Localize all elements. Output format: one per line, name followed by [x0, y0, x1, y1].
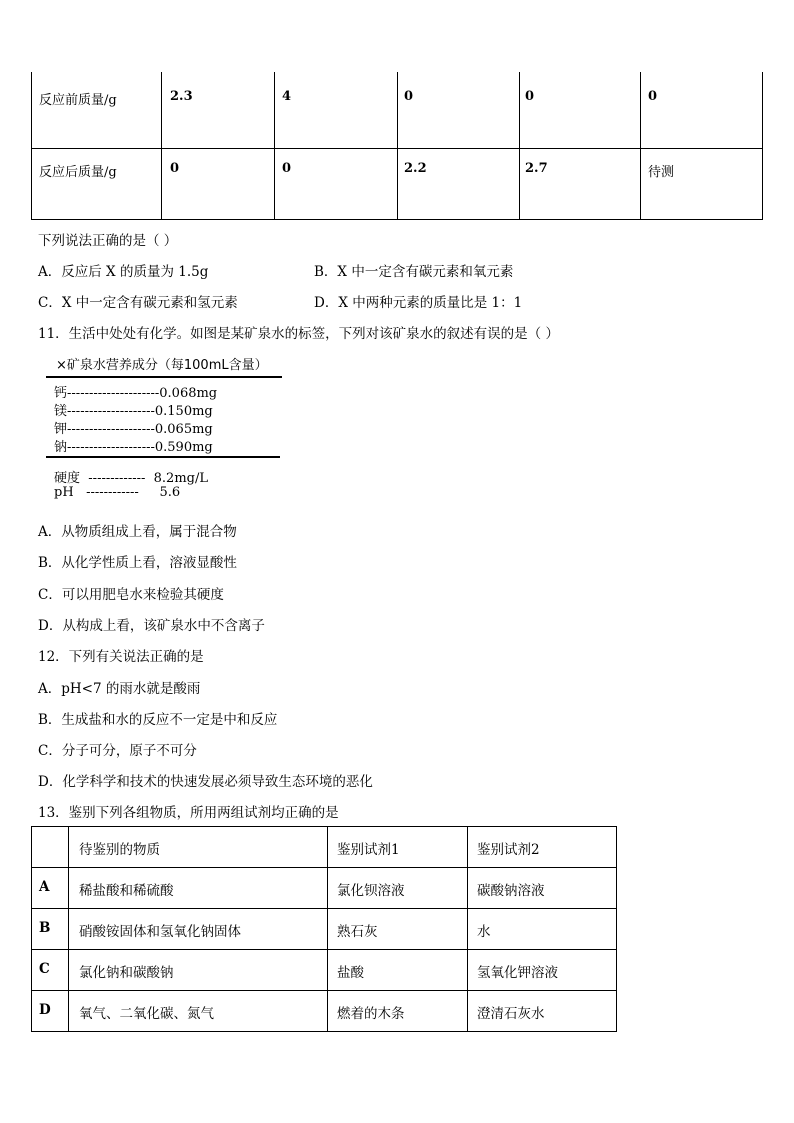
extra-row: 硬度 ------------- 8.2mg/L [54, 471, 208, 486]
table-cell: 0 [404, 89, 414, 104]
question-prompt: 12．下列有关说法正确的是 [38, 649, 204, 665]
table-header: 待鉴别的物质 [79, 842, 160, 858]
table-border [31, 826, 617, 827]
table-border [762, 72, 763, 220]
mineral-row: 镁--------------------0.150mg [54, 404, 213, 419]
table-cell: 水 [477, 924, 491, 940]
mineral-water-label [46, 352, 286, 512]
table-border [31, 867, 617, 868]
table-cell: 0 [282, 161, 292, 176]
table-cell: 硝酸铵固体和氢氧化钠固体 [79, 924, 241, 940]
table-border [31, 219, 763, 220]
table-border [31, 949, 617, 950]
row-letter: B [39, 920, 51, 936]
question-prompt: 13．鉴别下列各组物质，所用两组试剂均正确的是 [38, 805, 339, 821]
table-border [31, 1031, 617, 1032]
table-cell: 燃着的木条 [337, 1006, 405, 1022]
extra-row: pH ------------ 5.6 [54, 485, 181, 500]
table-border [327, 826, 328, 1032]
table-border [467, 826, 468, 1032]
option-c: C．分子可分，原子不可分 [38, 743, 197, 759]
table-border [68, 826, 69, 1032]
table-border [519, 72, 520, 220]
label-divider [46, 456, 280, 458]
table-cell: 碳酸钠溶液 [477, 883, 545, 899]
reaction-mass-table [31, 72, 763, 220]
option-d: D．X 中两种元素的质量比是 1：1 [314, 295, 523, 311]
question-prompt: 11．生活中处处有化学。如图是某矿泉水的标签，下列对该矿泉水的叙述有误的是（ ） [38, 326, 559, 342]
table-border [31, 908, 617, 909]
option-a: A．从物质组成上看，属于混合物 [38, 524, 237, 540]
table-cell: 0 [525, 89, 535, 104]
row-letter: D [39, 1002, 51, 1018]
option-b: B．生成盐和水的反应不一定是中和反应 [38, 712, 278, 728]
table-border [616, 826, 617, 1032]
option-a: A．pH<7 的雨水就是酸雨 [38, 681, 201, 697]
row-label: 反应后质量/g [39, 165, 117, 180]
table-cell: 氯化钠和碳酸钠 [79, 965, 174, 981]
option-b: B．X 中一定含有碳元素和氧元素 [314, 264, 514, 280]
table-cell: 0 [648, 89, 658, 104]
table-border [397, 72, 398, 220]
option-a: A．反应后 X 的质量为 1.5g [38, 264, 209, 280]
row-label: 反应前质量/g [39, 93, 117, 108]
table-cell: 氧气、二氧化碳、氮气 [79, 1006, 214, 1022]
table-cell: 熟石灰 [337, 924, 378, 940]
table-border [274, 72, 275, 220]
table-border [31, 990, 617, 991]
table-cell: 稀盐酸和稀硫酸 [79, 883, 174, 899]
table-cell: 0 [170, 161, 180, 176]
option-c: C．可以用肥皂水来检验其硬度 [38, 587, 224, 603]
table-cell: 待测 [648, 165, 675, 180]
table-header: 鉴别试剂2 [477, 842, 540, 858]
mineral-row: 钙---------------------0.068mg [54, 386, 218, 401]
table-border [31, 826, 32, 1032]
table-cell: 2.3 [170, 89, 193, 104]
label-divider [46, 376, 282, 378]
mineral-row: 钾--------------------0.065mg [54, 422, 213, 437]
table-cell: 氯化钡溶液 [337, 883, 405, 899]
option-d: D．化学科学和技术的快速发展必须导致生态环境的恶化 [38, 774, 373, 790]
question-prompt: 下列说法正确的是（ ） [38, 233, 178, 249]
table-border [640, 72, 641, 220]
option-c: C．X 中一定含有碳元素和氢元素 [38, 295, 238, 311]
table-header: 鉴别试剂1 [337, 842, 400, 858]
mineral-row: 钠--------------------0.590mg [54, 440, 213, 455]
row-letter: A [39, 879, 50, 895]
table-cell: 4 [282, 89, 292, 104]
table-border [161, 72, 162, 220]
table-cell: 氢氧化钾溶液 [477, 965, 558, 981]
row-letter: C [39, 961, 50, 977]
option-d: D．从构成上看，该矿泉水中不含离子 [38, 618, 265, 634]
table-border [31, 148, 763, 149]
table-border [31, 72, 32, 220]
table-cell: 2.2 [404, 161, 427, 176]
label-title: ×矿泉水营养成分（每100mL含量） [56, 358, 268, 373]
reagent-table [31, 826, 617, 1032]
table-cell: 盐酸 [337, 965, 364, 981]
option-b: B．从化学性质上看，溶液显酸性 [38, 555, 237, 571]
table-cell: 2.7 [525, 161, 548, 176]
table-cell: 澄清石灰水 [477, 1006, 545, 1022]
